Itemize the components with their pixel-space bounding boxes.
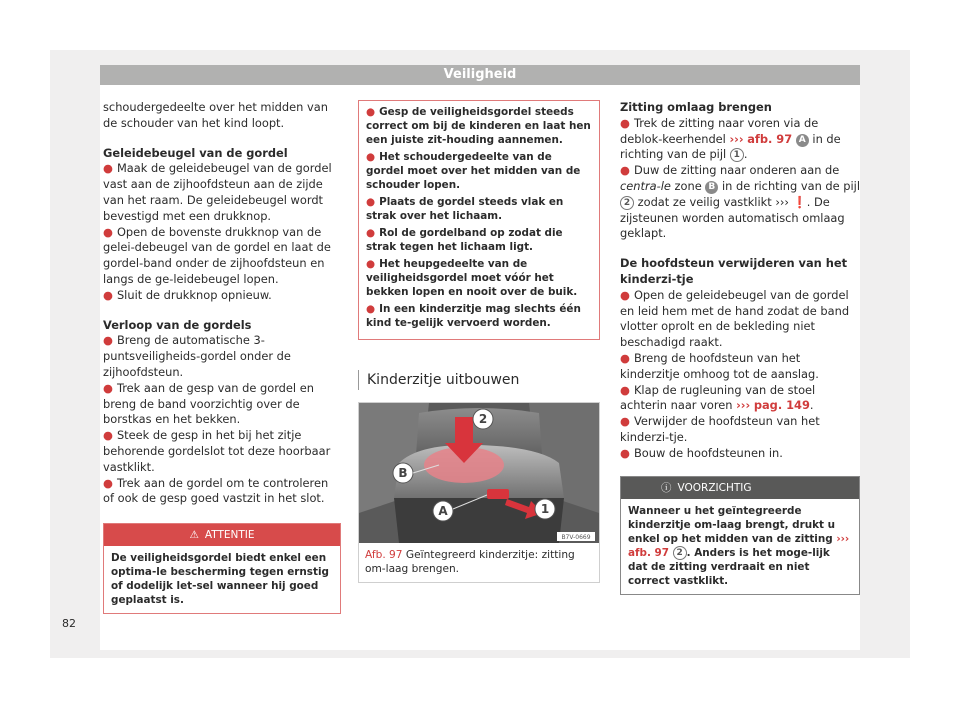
list-item: ● Klap de rugleuning van de stoel achterin naar voren ››› pag. 149. bbox=[620, 382, 816, 413]
warning-box bbox=[103, 523, 341, 614]
warning-header: ⚠ ATTENTIE bbox=[104, 524, 340, 546]
list-item: ● Rol de gordelband op zodat die strak tegen het lichaam ligt. bbox=[366, 227, 563, 253]
warning-triangle-icon: ⚠ bbox=[189, 529, 199, 542]
section-title-geleidebeugel: Geleidebeugel van de gordel bbox=[103, 145, 288, 160]
warning-text: De veiligheidsgordel biedt enkel een optima-le bescherming tegen ernstig of dodelijk let-sel wanneer hij goed geplaatst is. bbox=[111, 552, 329, 607]
list-item: ● Trek aan de gesp van de gordel en breng de band voorzichtig over de borstkas en het bekken. bbox=[103, 380, 314, 427]
figure-97 bbox=[358, 402, 600, 583]
list-item: ● In een kinderzitje mag slechts één kind te-gelijk vervoerd worden. bbox=[366, 303, 581, 329]
list-item: ● Trek de zitting naar voren via de deblok-keerhendel ››› afb. 97 A in de richting van de pijl 1 . bbox=[620, 115, 841, 162]
page-header: Veiligheid bbox=[100, 65, 860, 85]
callout-a: A bbox=[796, 134, 809, 147]
list-item: ● Maak de geleidebeugel van de gordel vast aan de zijhoofdsteun aan de zijde van het raam. De geleidebeugel wordt bevestigd met een drukknop. bbox=[103, 161, 332, 223]
column-3 bbox=[620, 100, 860, 595]
warning-circle-icon: ❗ bbox=[792, 194, 807, 209]
callout-2: 2 bbox=[620, 196, 634, 210]
section-title-zitting: Zitting omlaag brengen bbox=[620, 100, 772, 114]
list-item: ● Open de geleidebeugel van de gordel en leid hem met de hand zodat de band vlotter oprolt en de bekleding niet beschadigd raakt. bbox=[620, 287, 850, 350]
list-item: ● Trek aan de gordel om te controleren of ook de gesp goed vastzit in het slot. bbox=[103, 475, 329, 506]
figure-caption: Afb. 97 Geïntegreerd kinderzitje: zitting om-laag brengen. bbox=[365, 549, 575, 575]
section-title-hoofdsteun: De hoofdsteun verwijderen van het kinderzi-tje bbox=[620, 256, 848, 286]
caution-box bbox=[620, 476, 860, 595]
section-title-verloop: Verloop van de gordels bbox=[103, 317, 252, 332]
ref-link-pag149[interactable]: pag. 149 bbox=[753, 398, 810, 413]
figure-label-1: 1 bbox=[540, 502, 550, 516]
list-item: ● Breng de hoofdsteun van het kinderzitje omhoog tot de aanslag. bbox=[620, 350, 819, 381]
page-number: 82 bbox=[62, 617, 76, 630]
list-item: ● Het schoudergedeelte van de gordel moet over het midden van de schouder lopen. bbox=[366, 151, 581, 191]
ref-link-afb97[interactable]: afb. 97 bbox=[747, 131, 793, 146]
info-circle-icon: ⓘ bbox=[661, 481, 672, 494]
list-item: ● Verwijder de hoofdsteun van het kinderzi-tje. bbox=[620, 414, 820, 444]
list-item: ● Steek de gesp in het bij het zitje behorende gordelslot tot deze hoorbaar vastklikt. bbox=[103, 428, 331, 474]
list-item: ● Het heupgedeelte van de veiligheidsgordel moet vóór het bekken lopen en nooit over de buik. bbox=[366, 258, 578, 298]
callout-b: B bbox=[705, 181, 718, 194]
figure-label-a: A bbox=[438, 504, 448, 518]
callout-1: 1 bbox=[730, 148, 744, 162]
section-title-kinderzitje: Kinderzitje uitbouwen bbox=[358, 370, 600, 390]
caution-header: ⓘ VOORZICHTIG bbox=[621, 477, 859, 499]
caution-text: Wanneer u het geïntegreerde kinderzitje om-laag brengt, drukt u enkel op het midden van de zitting ››› afb. 97 2 . Anders is het moge-lijk dat de zitting verdraait en niet correct vastklikt. bbox=[628, 504, 850, 587]
warning-continued-box bbox=[358, 100, 600, 340]
figure-label-b: B bbox=[398, 466, 408, 480]
callout-2: 2 bbox=[673, 546, 687, 560]
list-item: ● Duw de zitting naar onderen aan de centra-le zone B in de richting van de pijl 2 zodat ze veilig vastklikt ››› ❗. De zijsteunen worden automatisch omlaag geklapt. bbox=[620, 163, 861, 241]
figure-label-2: 2 bbox=[478, 412, 488, 426]
list-item: ● Sluit de drukknop opnieuw. bbox=[103, 287, 272, 302]
column-1 bbox=[103, 100, 341, 614]
child-seat-illustration bbox=[359, 403, 599, 543]
list-item: ● Bouw de hoofdsteunen in. bbox=[620, 445, 783, 460]
list-item: ● Plaats de gordel steeds vlak en strak over het lichaam. bbox=[366, 196, 564, 222]
list-item: ● Breng de automatische 3-puntsveiligheids-gordel onder de zijhoofdsteun. bbox=[103, 333, 291, 379]
list-item: ● Gesp de veiligheidsgordel steeds correct om bij de kinderen en laat hen een juiste zit-houding aannemen. bbox=[366, 106, 591, 146]
list-item: ● Open de bovenste drukknop van de gelei-debeugel van de gordel en laat de gordel-band onder de zijhoofdsteun en langs de ge-leidebeugel lopen. bbox=[103, 224, 331, 286]
intro-text: schoudergedeelte over het midden van de schouder van het kind loopt. bbox=[103, 100, 328, 130]
figure-code: B7V-0669 bbox=[561, 534, 591, 541]
ref-link-afb97-note[interactable]: afb. 97 bbox=[628, 546, 669, 559]
column-2 bbox=[358, 100, 600, 583]
